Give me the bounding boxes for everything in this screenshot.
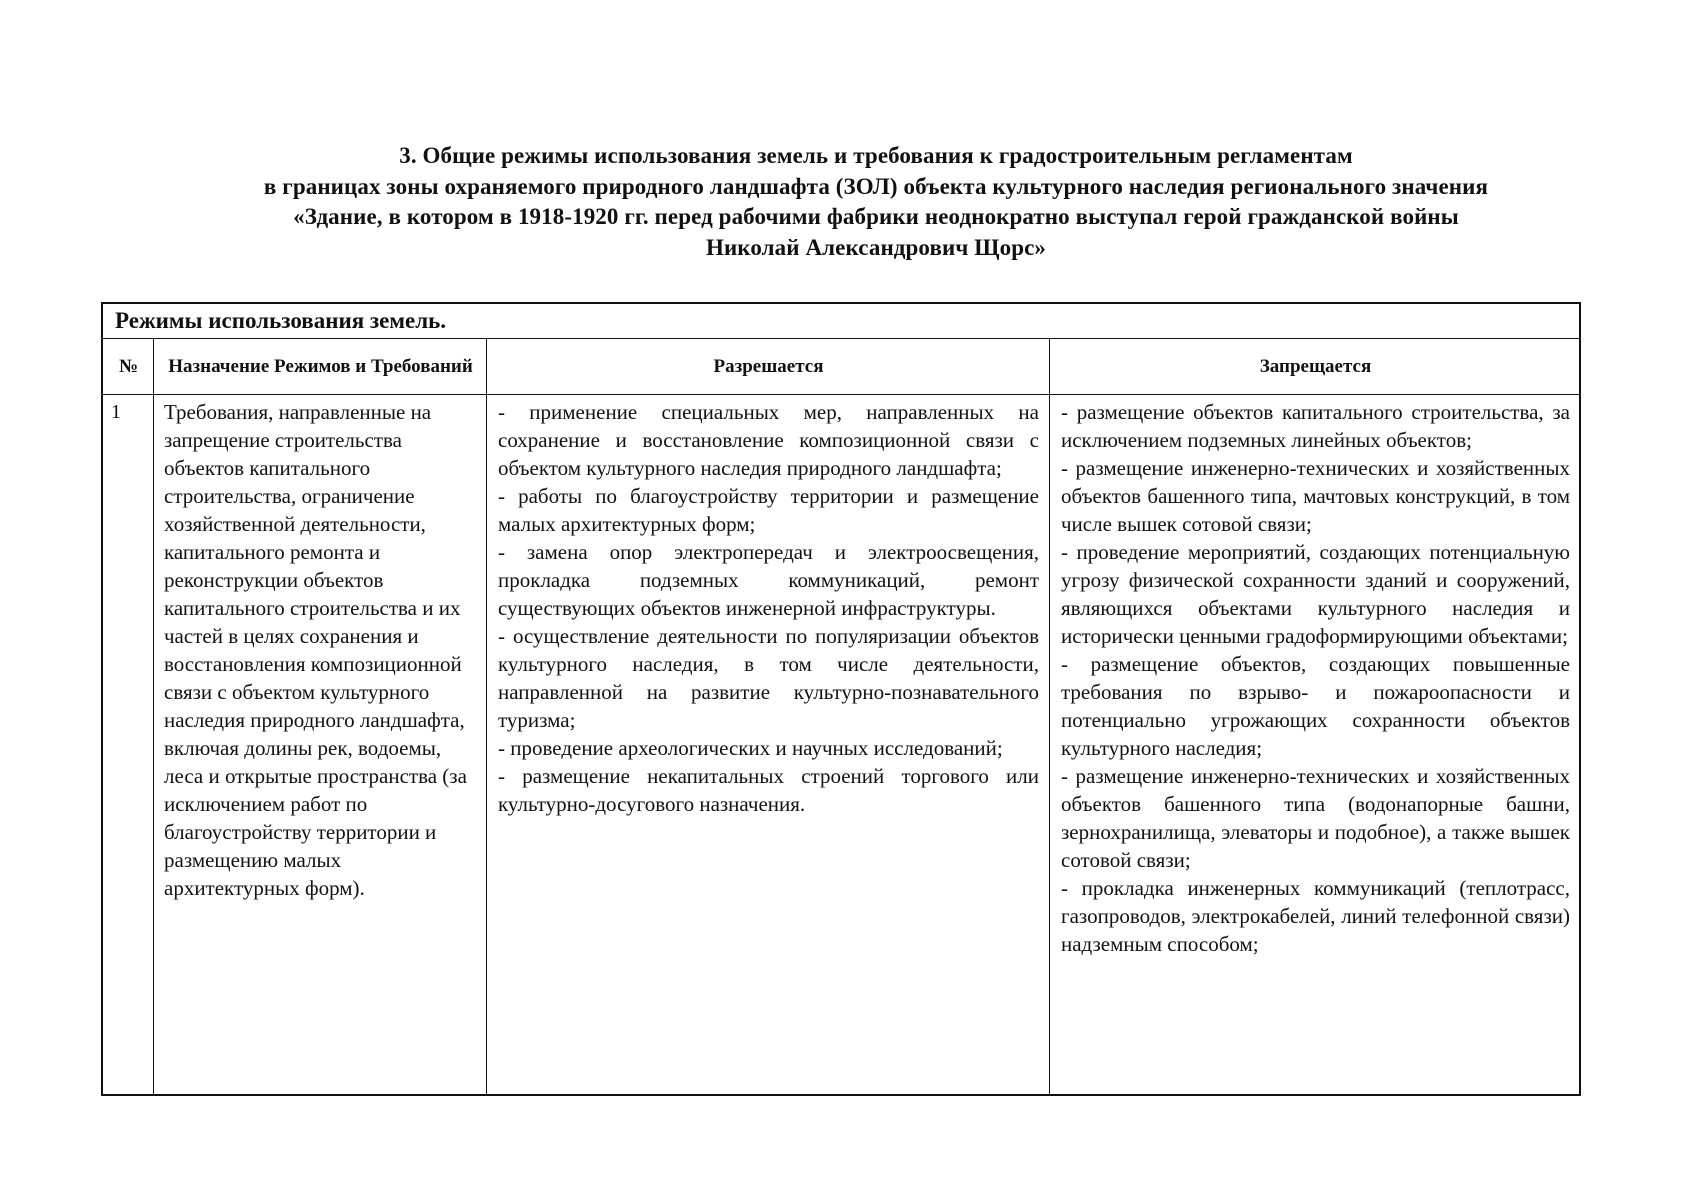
title-line-1: 3. Общие режимы использования земель и требования к градостроительным регламентам	[399, 143, 1353, 168]
allowed-item: - работы по благоустройству территории и размещение малых архитектурных форм;	[498, 484, 1039, 536]
header-purpose: Назначение Режимов и Требований	[168, 356, 473, 377]
forbidden-item: - размещение объектов, создающих повышенные требования по взрыво- и пожароопасности и потенциально угрожающих сохранности объектов культурного наследия;	[1061, 652, 1570, 760]
table-header-row	[103, 339, 1579, 395]
forbidden-cell	[1050, 395, 1581, 1094]
allowed-item: - замена опор электропередач и электроосвещения, прокладка подземных коммуникаций, ремонт существующих объектов инженерной инфраструктуры.	[498, 540, 1039, 620]
header-allowed: Разрешается	[713, 356, 824, 377]
allowed-item: - размещение некапитальных строений торгового или культурно-досугового назначения.	[498, 764, 1039, 816]
forbidden-item: - размещение инженерно-технических и хозяйственных объектов башенного типа, мачтовых конструкций, в том числе вышек сотовой связи;	[1061, 456, 1570, 536]
title-line-4: Николай Александрович Щорс»	[705, 234, 1047, 260]
allowed-cell	[487, 395, 1050, 1094]
row-number-cell: 1	[111, 401, 121, 423]
header-number: №	[118, 356, 139, 377]
forbidden-item: - проведение мероприятий, создающих потенциальную угрозу физической сохранности зданий и сооружений, являющихся объектами культурного наследия и исторически ценными градоформирующими объектами;	[1061, 540, 1570, 648]
forbidden-item: - размещение инженерно-технических и хозяйственных объектов башенного типа (водонапорные башни, зернохранилища, элеваторы и подобное), а также вышек сотовой связи;	[1061, 764, 1570, 872]
allowed-item: - проведение археологических и научных исследований;	[498, 736, 1003, 760]
header-forbidden: Запрещается	[1259, 356, 1372, 377]
table-caption: Режимы использования земель.	[103, 304, 1579, 339]
title-line-3: «Здание, в котором в 1918-1920 гг. перед рабочими фабрики неоднократно выступал герой гражданской войны	[293, 204, 1459, 229]
forbidden-item: - размещение объектов капитального строительства, за исключением подземных линейных объектов;	[1061, 400, 1570, 452]
purpose-cell: Требования, направленные на запрещение строительства объектов капитального строительства, ограничение хозяйственной деятельности, капитального ремонта и реконструкции объектов капитального строительства и их частей в целях сохранения и восстановления композиционной связи с объектом культурного наследия природного ландшафта, включая долины рек, водоемы, леса и открытые пространства (за исключением работ по благоустройству территории и размещению малых архитектурных форм).	[164, 400, 467, 900]
document-title	[60, 141, 1691, 263]
title-line-2: в границах зоны охраняемого природного ландшафта (ЗОЛ) объекта культурного наследия регионального значения	[263, 173, 1489, 199]
land-use-regimes-table	[101, 302, 1581, 1096]
allowed-item: - применение специальных мер, направленных на сохранение и восстановление композиционной связи с объектом культурного наследия природного ландшафта;	[498, 400, 1039, 480]
forbidden-item: - прокладка инженерных коммуникаций (теплотрасс, газопроводов, электрокабелей, линий телефонной связи) надземным способом;	[1061, 876, 1570, 956]
allowed-item: - осуществление деятельности по популяризации объектов культурного наследия, в том числе деятельности, направленной на развитие культурно-познавательного туризма;	[498, 624, 1039, 732]
